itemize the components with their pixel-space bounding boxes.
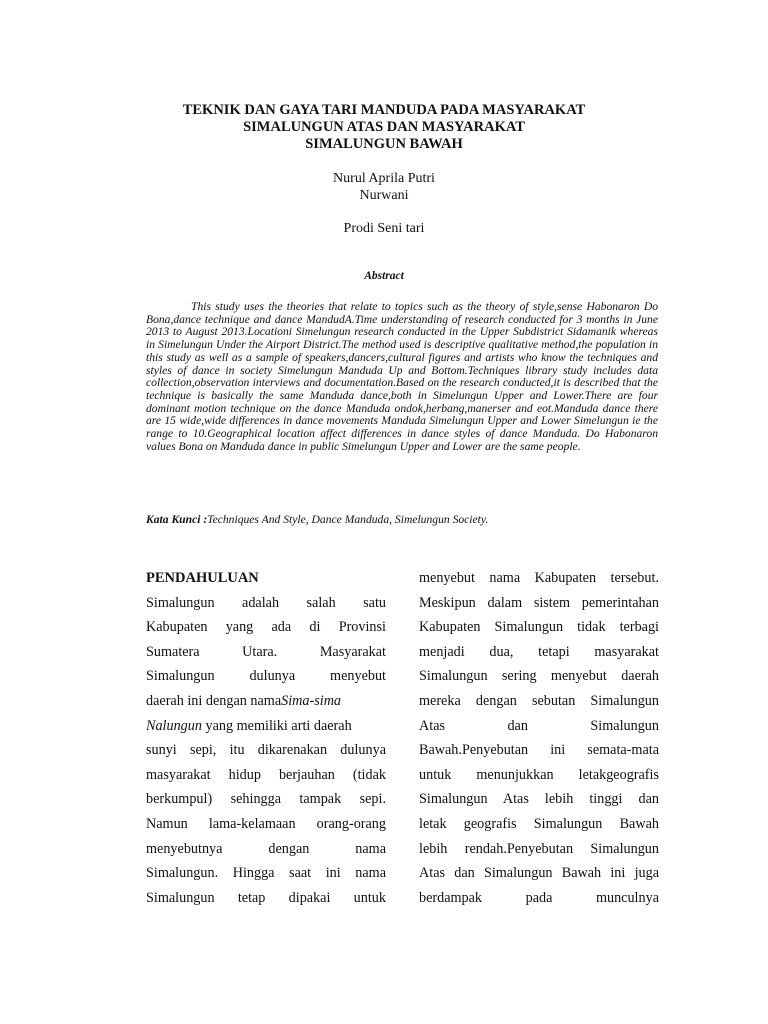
body-line: berkumpul) sehingga tampak sepi. <box>146 791 386 808</box>
body-line: Simalungun sering menyebut daerah <box>419 668 659 685</box>
author-name: Nurwani <box>359 188 409 203</box>
italic-term: Nalungun <box>146 717 202 734</box>
keywords <box>146 513 666 527</box>
body-line <box>146 714 386 739</box>
body-line <box>146 689 386 714</box>
body-line: Atas dan Simalungun Bawah ini juga <box>419 865 659 882</box>
author-name: Nurul Aprila Putri <box>333 171 435 186</box>
body-line: Simalungun dulunya menyebut <box>146 668 386 685</box>
body-line: berdampak pada munculnya <box>419 889 659 906</box>
body-text: daerah ini dengan nama <box>146 692 282 709</box>
body-line: untuk menunjukkan letakgeografis <box>419 766 659 783</box>
body-line: masyarakat hidup berjauhan (tidak <box>146 766 386 783</box>
italic-term: Sima-sima <box>281 692 342 709</box>
abstract-heading: Abstract <box>364 270 404 282</box>
title-line: SIMALUNGUN ATAS DAN MASYARAKAT <box>243 119 525 135</box>
paper-title <box>100 102 668 153</box>
body-line: Simalungun. Hingga saat ini nama <box>146 865 386 882</box>
keywords-label: Kata Kunci : <box>146 513 208 526</box>
keywords-text: Techniques And Style, Dance Manduda, Simelungun Society. <box>207 513 489 526</box>
body-column-right <box>419 566 659 910</box>
author-list <box>100 170 668 204</box>
body-line: menjadi dua, tetapi masyarakat <box>419 643 659 660</box>
body-line: Kabupaten Simalungun tidak terbagi <box>419 619 659 636</box>
body-text: yang memiliki arti daerah <box>205 717 352 734</box>
body-line: Simalungun tetap dipakai untuk <box>146 889 386 906</box>
body-line: Sumatera Utara. Masyarakat <box>146 643 386 660</box>
body-line: letak geografis Simalungun Bawah <box>419 815 659 832</box>
body-line: Atas dan Simalungun <box>419 717 659 734</box>
affiliation: Prodi Seni tari <box>343 221 425 236</box>
body-line: menyebutnya dengan nama <box>146 840 386 857</box>
abstract-body: This study uses the theories that relate to topics such as the theory of style,sense Habonaron Do Bona,dance technique and dance MandudA.Time understanding of research conducted for 3 months in June 2013 to August 2013.Locationi Simelungun research conducted in the Upper Subdistrict Sidamanik whereas in Simelungun Under the Airport District.The method used is descriptive qualitative method,the population in this study as well as a sample of speakers,dancers,cultural figures and artists who know the techniques and styles of dance in society Simelungun Manduda Up and Bottom.Techniques library study includes data collection,observation interviews and documentation.Based on the research conducted,it is described that the technique is basically the same Manduda dance,both in Simelungun Upper and Lower.There are four dominant motion technique on the dance Manduda ondok,herbang,manerser and eot.Manduda dance there are 15 wide,wide differences in dance movements Manduda Simelungun Upper and Lower Simelungun ie the range to 10.Geographical location affect differences in dance styles of dance Manduda. Do Habonaron values Bona on Manduda dance in public Simelungun Upper and Lower are the same people. <box>146 300 658 453</box>
body-line: sunyi sepi, itu dikarenakan dulunya <box>146 742 386 759</box>
body-line: Kabupaten yang ada di Provinsi <box>146 619 386 636</box>
body-line: Namun lama-kelamaan orang-orang <box>146 815 386 832</box>
body-line: Simalungun Atas lebih tinggi dan <box>419 791 659 808</box>
title-line: TEKNIK DAN GAYA TARI MANDUDA PADA MASYARAKAT <box>182 102 586 118</box>
body-column-left <box>146 566 386 910</box>
body-line: mereka dengan sebutan Simalungun <box>419 692 659 709</box>
body-line: menyebut nama Kabupaten tersebut. <box>419 570 659 586</box>
body-line: Bawah.Penyebutan ini semata-mata <box>419 742 659 759</box>
title-line: SIMALUNGUN BAWAH <box>305 136 463 152</box>
body-line: Meskipun dalam sistem pemerintahan <box>419 594 659 611</box>
body-line: Simalungun adalah salah satu <box>146 594 386 611</box>
body-line: lebih rendah.Penyebutan Simalungun <box>419 840 659 857</box>
section-heading: PENDAHULUAN <box>146 570 259 586</box>
